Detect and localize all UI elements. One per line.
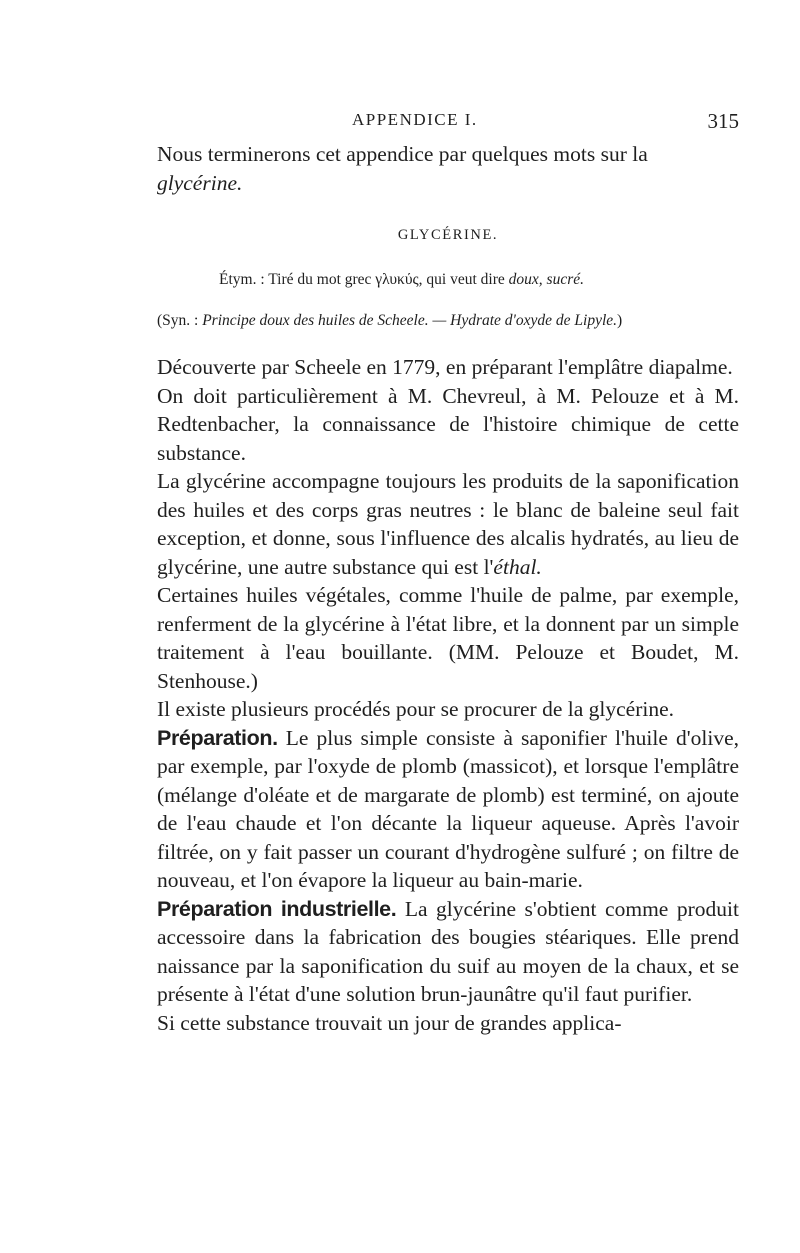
etymology-label: Étym. — [219, 271, 257, 288]
paragraph-text: Si cette substance trouvait un jour de grandes applica- — [157, 1010, 622, 1035]
paragraph-text: On doit particulièrement à M. Chevreul, à M. Pelouze et à M. Redtenbacher, la connaissance de l'histoire chimique de cette substance. — [157, 383, 739, 465]
synonyms-open: (Syn. : — [157, 312, 203, 329]
paragraph-text: La glycérine s'obtient comme produit accessoire dans la fabrication des bougies stéariques. Elle prend naissance par la saponification du suif au moyen de la chaux, et se présente à l'état d'une solution brun-jaunâtre qu'il faut purifier. — [157, 896, 739, 1006]
running-head: APPENDICE I. — [352, 110, 478, 129]
section-title: GLYCÉRINE. — [397, 227, 499, 243]
etymology-line — [157, 270, 739, 290]
synonyms-close: ) — [617, 312, 623, 329]
intro-text: Nous terminerons cet appendice par quelques mots sur la — [157, 142, 648, 166]
paragraph-italic-term: éthal. — [493, 554, 542, 579]
synonyms-text: Principe doux des huiles de Scheele. — Hydrate d'oxyde de Lipyle. — [202, 312, 618, 329]
etymology-meaning: doux, sucré. — [508, 271, 584, 288]
paragraph-preparation — [157, 724, 739, 895]
paragraph-saponification — [157, 467, 739, 581]
paragraph-heading: Préparation industrielle. — [157, 896, 397, 921]
synonyms-line — [157, 311, 739, 331]
body-text — [157, 353, 739, 1037]
intro-italic-term: glycérine. — [157, 170, 243, 195]
paragraph-text: Découverte par Scheele en 1779, en préparant l'emplâtre diapalme. — [157, 355, 733, 379]
paragraph-industrial-preparation — [157, 895, 739, 1009]
intro-paragraph — [157, 140, 739, 197]
paragraph-discovery — [157, 353, 739, 382]
paragraph-history — [157, 382, 739, 468]
page-number: 315 — [707, 109, 739, 133]
paragraph-procedures — [157, 695, 739, 724]
paragraph-text: Le plus simple consiste à saponifier l'huile d'olive, par exemple, par l'oxyde de plomb (massicot), et lorsque l'emplâtre (mélange d'oléate et de margarate de plomb) est terminé, on ajoute de l'eau chaude et l'on décante la liqueur aqueuse. Après l'avoir filtrée, on y fait passer un courant d'hydrogène sulfuré ; on filtre de nouveau, et l'on évapore la liqueur au bain-marie. — [157, 725, 739, 892]
paragraph-text: La glycérine accompagne toujours les produits de la saponification des huiles et des corps gras neutres : le blanc de baleine seul fait exception, et donne, sous l'influence des alcalis hydratés, au lieu de glycérine, une autre substance qui est l' — [157, 469, 739, 579]
paragraph-vegetable-oils — [157, 581, 739, 695]
paragraph-text: Il existe plusieurs procédés pour se procurer de la glycérine. — [157, 697, 674, 721]
page-header — [157, 110, 739, 140]
paragraph-heading: Préparation. — [157, 725, 278, 750]
paragraph-text: Certaines huiles végétales, comme l'huile de palme, par exemple, renferment de la glycérine à l'état libre, et la donnent par un simple traitement à l'eau bouillante. (MM. Pelouze et Boudet, M. Stenhouse.) — [157, 583, 739, 693]
page-body — [157, 140, 739, 1037]
paragraph-applications — [157, 1009, 739, 1038]
etymology-text: : Tiré du mot grec γλυκύς, qui veut dire — [256, 271, 509, 288]
